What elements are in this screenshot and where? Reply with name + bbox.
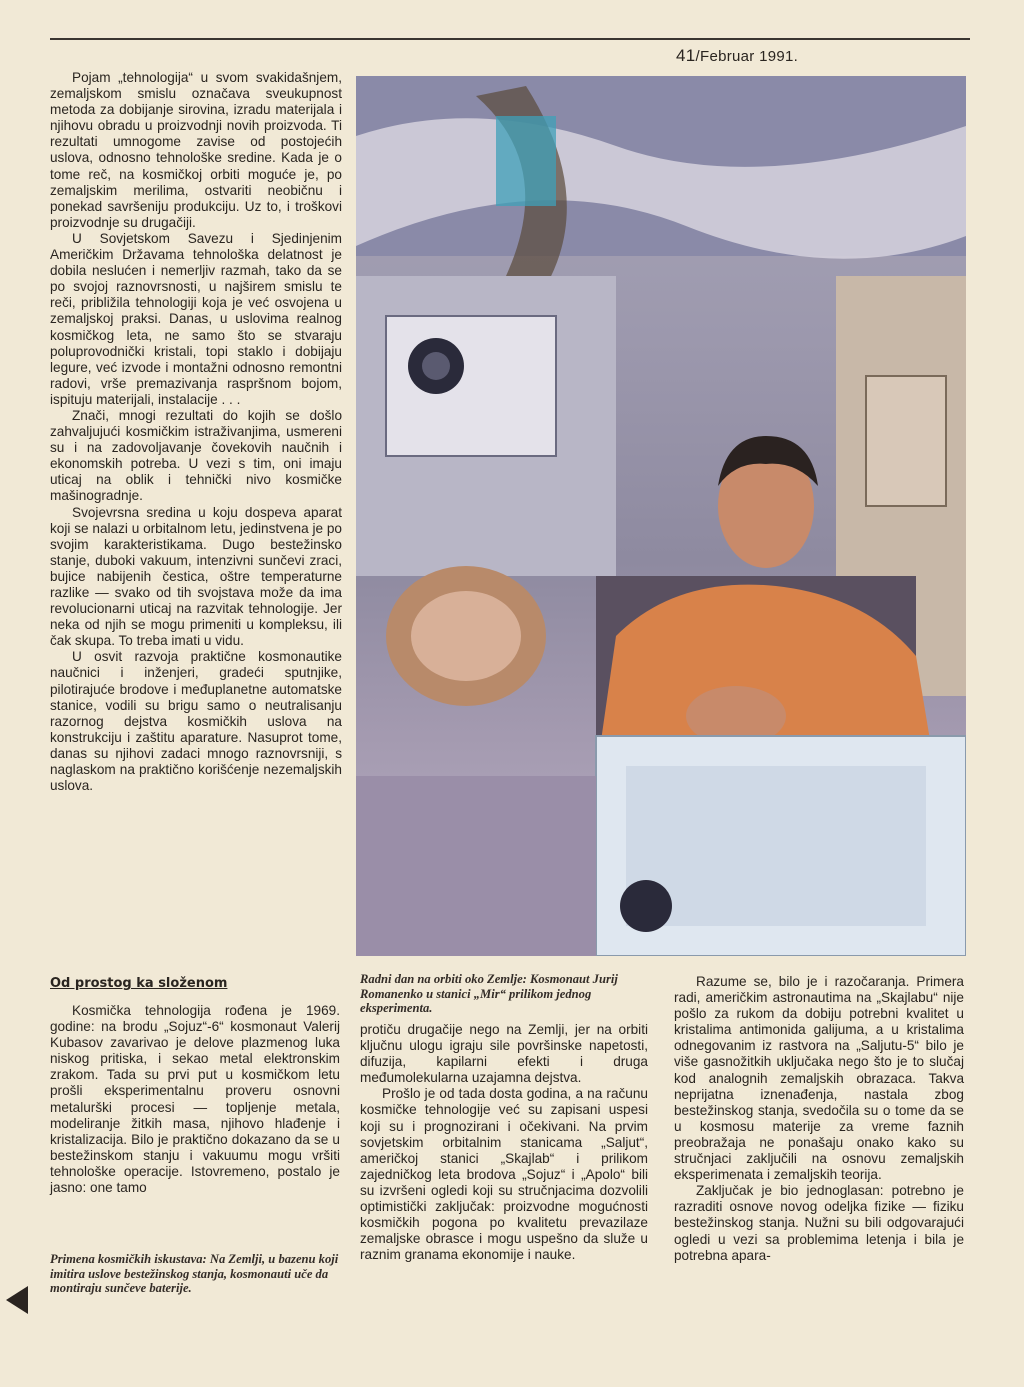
paragraph: Svojevrsna sredina u koju dospeva aparat koji se nalazi u orbitalnom letu, jedinstvena je po svojim karakteristikama. Dugo bestežinsko stanje, duboki vakuum, intenzivni sunčevi zraci, bujice nabijenih čestica, oštre temperaturne razlike — svako od tih svojstava može da ima revolucionarni uticaj na razvitak tehnologije. Jer neka od njih se mogu primeniti u kompleksu, ili čak skupa. To treba imati u vidu. (50, 504, 342, 649)
paragraph: U Sovjetskom Savezu i Sjedinjenim Američkim Državama tehnološka delatnost je dobila neslućen i nemerljiv razmah, tako da se po svojoj raznovrsnosti, u najširem smislu te reči, približila tehnologiji koja je već osvojena u zemaljskoj praksi. Danas, u uslovima realnog kosmičkog leta, ne samo što se stvaraju poluprovodnički kristali, topi staklo i dobijaju legure, već izvode i montažni odnosno remontni radovi, vrše premazivanja raspršnom bojom, ispituju materijali, instalacije . . . (50, 230, 342, 407)
right-panel (866, 376, 946, 506)
photo-caption: Radni dan na orbiti oko Zemlje: Kosmonaut Jurij Romanenko u stanici „Mir“ prilikom jednog eksperimenta. (360, 972, 618, 1016)
section-subheading: Od prostog ka složenom (50, 976, 228, 991)
paragraph: Razume se, bilo je i razočaranja. Primera radi, američkim astronautima na „Skajlabu“ nije pošlo za rukom da dobiju potrebni kvalitet u kristalima antimonida galijuma, a u kristalima odnegovanim iz rastvora na „Saljutu-5“ bilo je više gasnožitkih uključaka nego što je to slučaj kod analognih zemaljskih obrazaca. Takva neprijatna iznenađenja, nastala zbog bestežinskog stanja, svedočila su o tome da se u kosmosu materije za vreme faznih preobražaja ne ponašaju onako kako su stručnjaci zaključili na osnovu zemaljskih eksperimenata i zemaljskih teorija. (674, 974, 964, 1183)
photo-illustration (356, 76, 966, 956)
page-number: 41 (676, 46, 696, 65)
article-column-bottom-middle (360, 1022, 648, 1263)
article-column-top (50, 70, 342, 794)
paragraph: protiču drugačije nego na Zemlji, jer na orbiti ključnu ulogu igraju sile površinske napetosti, difuzija, kapilarni efekti i druga međumolekularna uzajamna dejstva. (360, 1022, 648, 1086)
paragraph: Prošlo je od tada dosta godina, a na računu kosmičke tehnologije već su zapisani uspesi koji su i prognozirani i očekivani. Na prvim sovjetskim orbitalnim stanicama „Saljut“, američkoj stanici „Skajlab“ i prilikom zajedničkog leta brodova „Sojuz“ i „Apolo“ bili su izvršeni ogledi koji su stručnjacima dozvolili optimistički zaključak: proizvodne mogućnosti kosmičkih pogona po kvalitetu prevazilaze zemaljske obrasce i mogu uspešno da služe u raznim granama ekonomije i nauke. (360, 1086, 648, 1263)
blue-object (496, 116, 556, 206)
article-column-bottom-left (50, 1003, 340, 1196)
paragraph: Znači, mnogi rezultati do kojih se došlo zahvaljujući kosmičkim istraživanjima, usmereni su i na zadovoljavanje čovekovih naučnih i ekonomskih potreba. U vezi s tim, oni imaju uticaj na oblik i tehnički nivo kosmičke mašinogradnje. (50, 407, 342, 504)
arrow-left-icon (6, 1286, 28, 1314)
basket-inner (411, 591, 521, 681)
paragraph: Pojam „tehnologija“ u svom svakidašnjem, zemaljskom smislu označava sveukupnost metoda za dobijanje sirovina, izradu materijala i njihovu obradu u proizvodnji novih proizvoda. Ti rezultati umnogome zavise od postojećih uslova, odnosno tehnološke sredine. Kada je o tome reč, na kosmičkoj orbiti moguće je, po zemaljskim merilima, ostvariti neobičnu i ponekad savršeniju produkciju. Uz to, i troškovi proizvodnje su drugačiji. (50, 70, 342, 230)
paragraph: U osvit razvoja praktične kosmonautike naučnici i inženjeri, gradeći sputnjike, pilotirajuće brodove i međuplanetne automatske stanice, vodili su brigu samo o neutralisanju razornog dejstva kosmičkih uslova na konstrukciju i zaštitu aparature. Nasuprot tome, danas su njihovi zadaci mnogo raznovrsniji, s naglaskom na praktično korišćenje nezemaljskih uslova. (50, 649, 342, 794)
lower-left-equipment (356, 776, 596, 956)
paragraph: Kosmička tehnologija rođena je 1969. godine: na brodu „Sojuz“-6“ kosmonaut Valerij Kubasov zavarivao je delove plazmenog luka niskog pritiska, i sekao metal elektronskim zrakom. Tada su prvi put u kosmičkom letu prošli eksperimentalnu proveru osnovni metalurški procesi — topljenje metala, modeliranje žitkih masa, njihovo hlađenje i kristalizacija. Bilo je praktično dokazano da se u bestežinskom stanju i vakuumu mogu vršiti tehnološke operacije. Istovremeno, postalo je jasno: one tamo (50, 1003, 340, 1196)
issue-date: /Februar 1991. (695, 48, 799, 65)
wall-panel (386, 316, 556, 456)
cosmonaut-photo (356, 76, 966, 956)
page-header (676, 46, 798, 66)
paragraph: Zaključak je bio jednoglasan: potrebno je razraditi osnove novog odeljka fizike — fiziku bestežinskog stanja. Nužni su bili odgovarajući ogledi u vezi sa problemima letenja i bila je potrebna apara- (674, 1183, 964, 1263)
article-column-bottom-right (674, 974, 964, 1264)
porthole-lower (620, 880, 672, 932)
top-rule (50, 38, 970, 40)
bottom-caption: Primena kosmičkih iskustava: Na Zemlji, u bazenu koji imitira uslove bestežinskog stanja, kosmonauti uče da montiraju sunčeve baterije. (50, 1252, 339, 1296)
porthole-inner (422, 352, 450, 380)
